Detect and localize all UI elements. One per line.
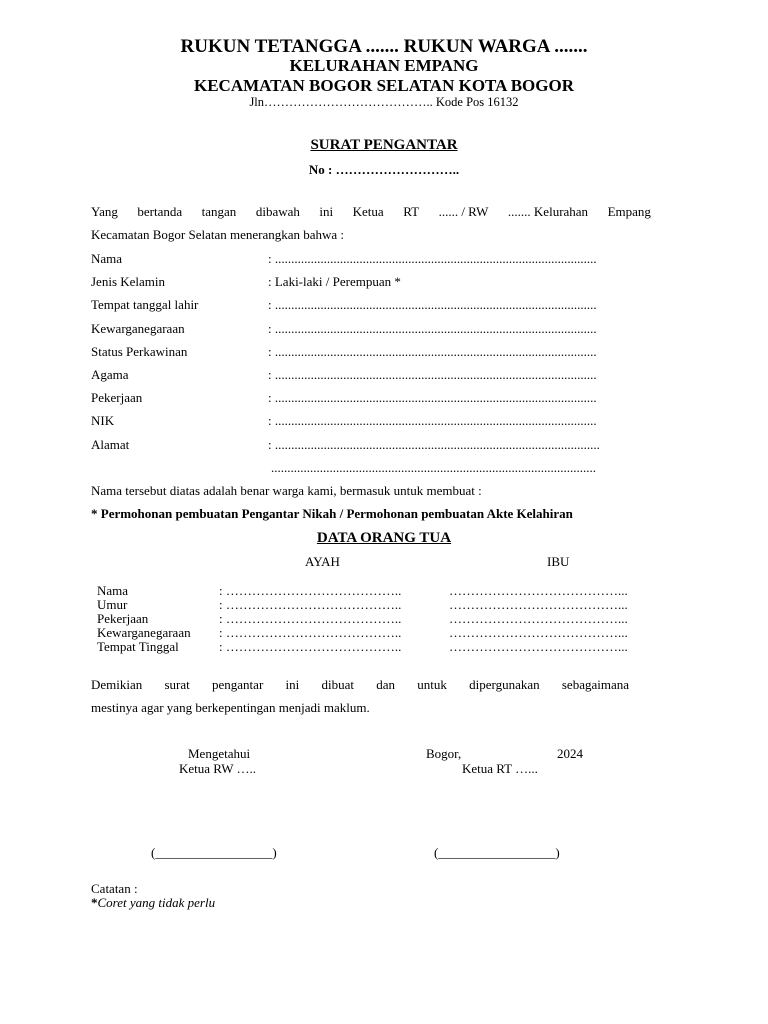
notes-label: Catatan : [91, 881, 138, 896]
closing-line-1 [91, 677, 629, 693]
parents-row [97, 598, 628, 612]
parents-row-label: Tempat Tinggal [97, 639, 179, 654]
field-label: Kewarganegaraan [91, 320, 185, 336]
notes-text: Coret yang tidak perlu [97, 895, 216, 910]
header-line-1: RUKUN TETANGGA ....... RUKUN WARGA ....... [180, 36, 588, 57]
father-value: : ………………………………….. [219, 611, 402, 626]
field-value: : ................................................................................................... [268, 320, 597, 336]
header-address: Jln………………………………….. Kode Pos 16132 [249, 95, 519, 109]
intro-word: Yang [91, 204, 118, 219]
parents-row-label: Pekerjaan [97, 611, 149, 626]
closing-word: surat [164, 677, 190, 692]
parents-row [97, 584, 628, 598]
field-label: Pekerjaan [91, 390, 143, 406]
intro-word: tangan [201, 204, 237, 219]
closing-word: Demikian [91, 677, 143, 692]
mother-value: …………………………………... [449, 639, 628, 654]
parents-row [97, 626, 628, 640]
father-value: : ………………………………….. [219, 625, 402, 640]
closing-word: ini [285, 677, 300, 692]
sign-left-line-1: Mengetahui [188, 746, 251, 761]
field-label: Tempat tanggal lahir [91, 297, 199, 313]
parents-row-label: Umur [97, 597, 128, 612]
notes-star: * [91, 895, 98, 910]
intro-word: ....... Kelurahan [507, 204, 589, 219]
closing-word: untuk [417, 677, 447, 692]
closing-word: dibuat [321, 677, 354, 692]
intro-word: ini [319, 204, 334, 219]
field-label: Alamat [91, 436, 130, 452]
parents-title: DATA ORANG TUA [316, 530, 452, 546]
parents-row [97, 640, 628, 654]
sign-right-year: 2024 [557, 746, 583, 761]
field-value: : ................................................................................................... [268, 367, 597, 382]
father-value: : ………………………………….. [219, 639, 402, 654]
field-value: : ................................................................................................... [268, 251, 597, 266]
field-value: : ................................................................................................... [268, 297, 597, 313]
mother-value: …………………………………... [449, 583, 628, 598]
field-value: : ................................................................................................... [268, 390, 597, 406]
closing-line-2: mestinya agar yang berkepentingan menjadi maklum. [91, 700, 370, 715]
sign-right-blank: (__________________) [434, 845, 560, 860]
field-value: : .................................................................................................... [268, 436, 600, 452]
closing-word: dan [376, 677, 395, 692]
sign-left-line-2: Ketua RW ….. [179, 761, 257, 776]
intro-word: RT [403, 204, 420, 219]
purpose-text: * Permohonan pembuatan Pengantar Nikah / Permohonan pembuatan Akte Kelahiran [91, 506, 573, 521]
intro-line-2: Kecamatan Bogor Selatan menerangkan bahwa : [91, 227, 345, 242]
intro-line-1 [91, 204, 651, 220]
father-value: : ………………………………….. [219, 583, 402, 598]
notes-line [91, 895, 215, 911]
purpose-intro: Nama tersebut diatas adalah benar warga kami, bermasuk untuk membuat : [91, 483, 482, 498]
header-line-3: KECAMATAN BOGOR SELATAN KOTA BOGOR [193, 76, 575, 95]
intro-word: Empang [607, 204, 651, 219]
parents-table [97, 584, 628, 654]
intro-word: ...... / RW [438, 204, 489, 219]
field-label: NIK [91, 413, 115, 429]
field-value: : ................................................................................................... [268, 343, 597, 359]
letter-title: SURAT PENGANTAR [310, 137, 458, 153]
intro-word: Ketua [352, 204, 384, 219]
field-label: Nama [91, 251, 123, 266]
intro-word: dibawah [255, 204, 300, 219]
father-label: AYAH [305, 554, 340, 569]
header-line-2: KELURAHAN EMPANG [289, 56, 479, 75]
parents-row-label: Kewarganegaraan [97, 625, 191, 640]
mother-value: …………………………………... [449, 611, 628, 626]
address-continuation: .................................................................................................... [271, 460, 596, 475]
intro-word: bertanda [137, 204, 183, 219]
field-value: : ................................................................................................... [268, 413, 597, 429]
father-value: : ………………………………….. [219, 597, 402, 612]
parents-row-label: Nama [97, 583, 129, 598]
mother-value: …………………………………... [449, 625, 628, 640]
sign-left-blank: (__________________) [151, 845, 277, 860]
letter-number: No : ……………………….. [308, 162, 460, 177]
parents-row [97, 612, 628, 626]
closing-word: sebagaimana [561, 677, 629, 692]
closing-word: pengantar [212, 677, 264, 692]
mother-label: IBU [547, 554, 570, 569]
sign-right-line-2: Ketua RT …... [462, 761, 538, 776]
closing-word: dipergunakan [469, 677, 540, 692]
field-label: Status Perkawinan [91, 343, 188, 359]
field-value: : Laki-laki / Perempuan * [268, 274, 401, 290]
field-label: Agama [91, 367, 129, 382]
field-label: Jenis Kelamin [91, 274, 166, 290]
mother-value: …………………………………... [449, 597, 628, 612]
sign-right-place: Bogor, [426, 746, 462, 761]
